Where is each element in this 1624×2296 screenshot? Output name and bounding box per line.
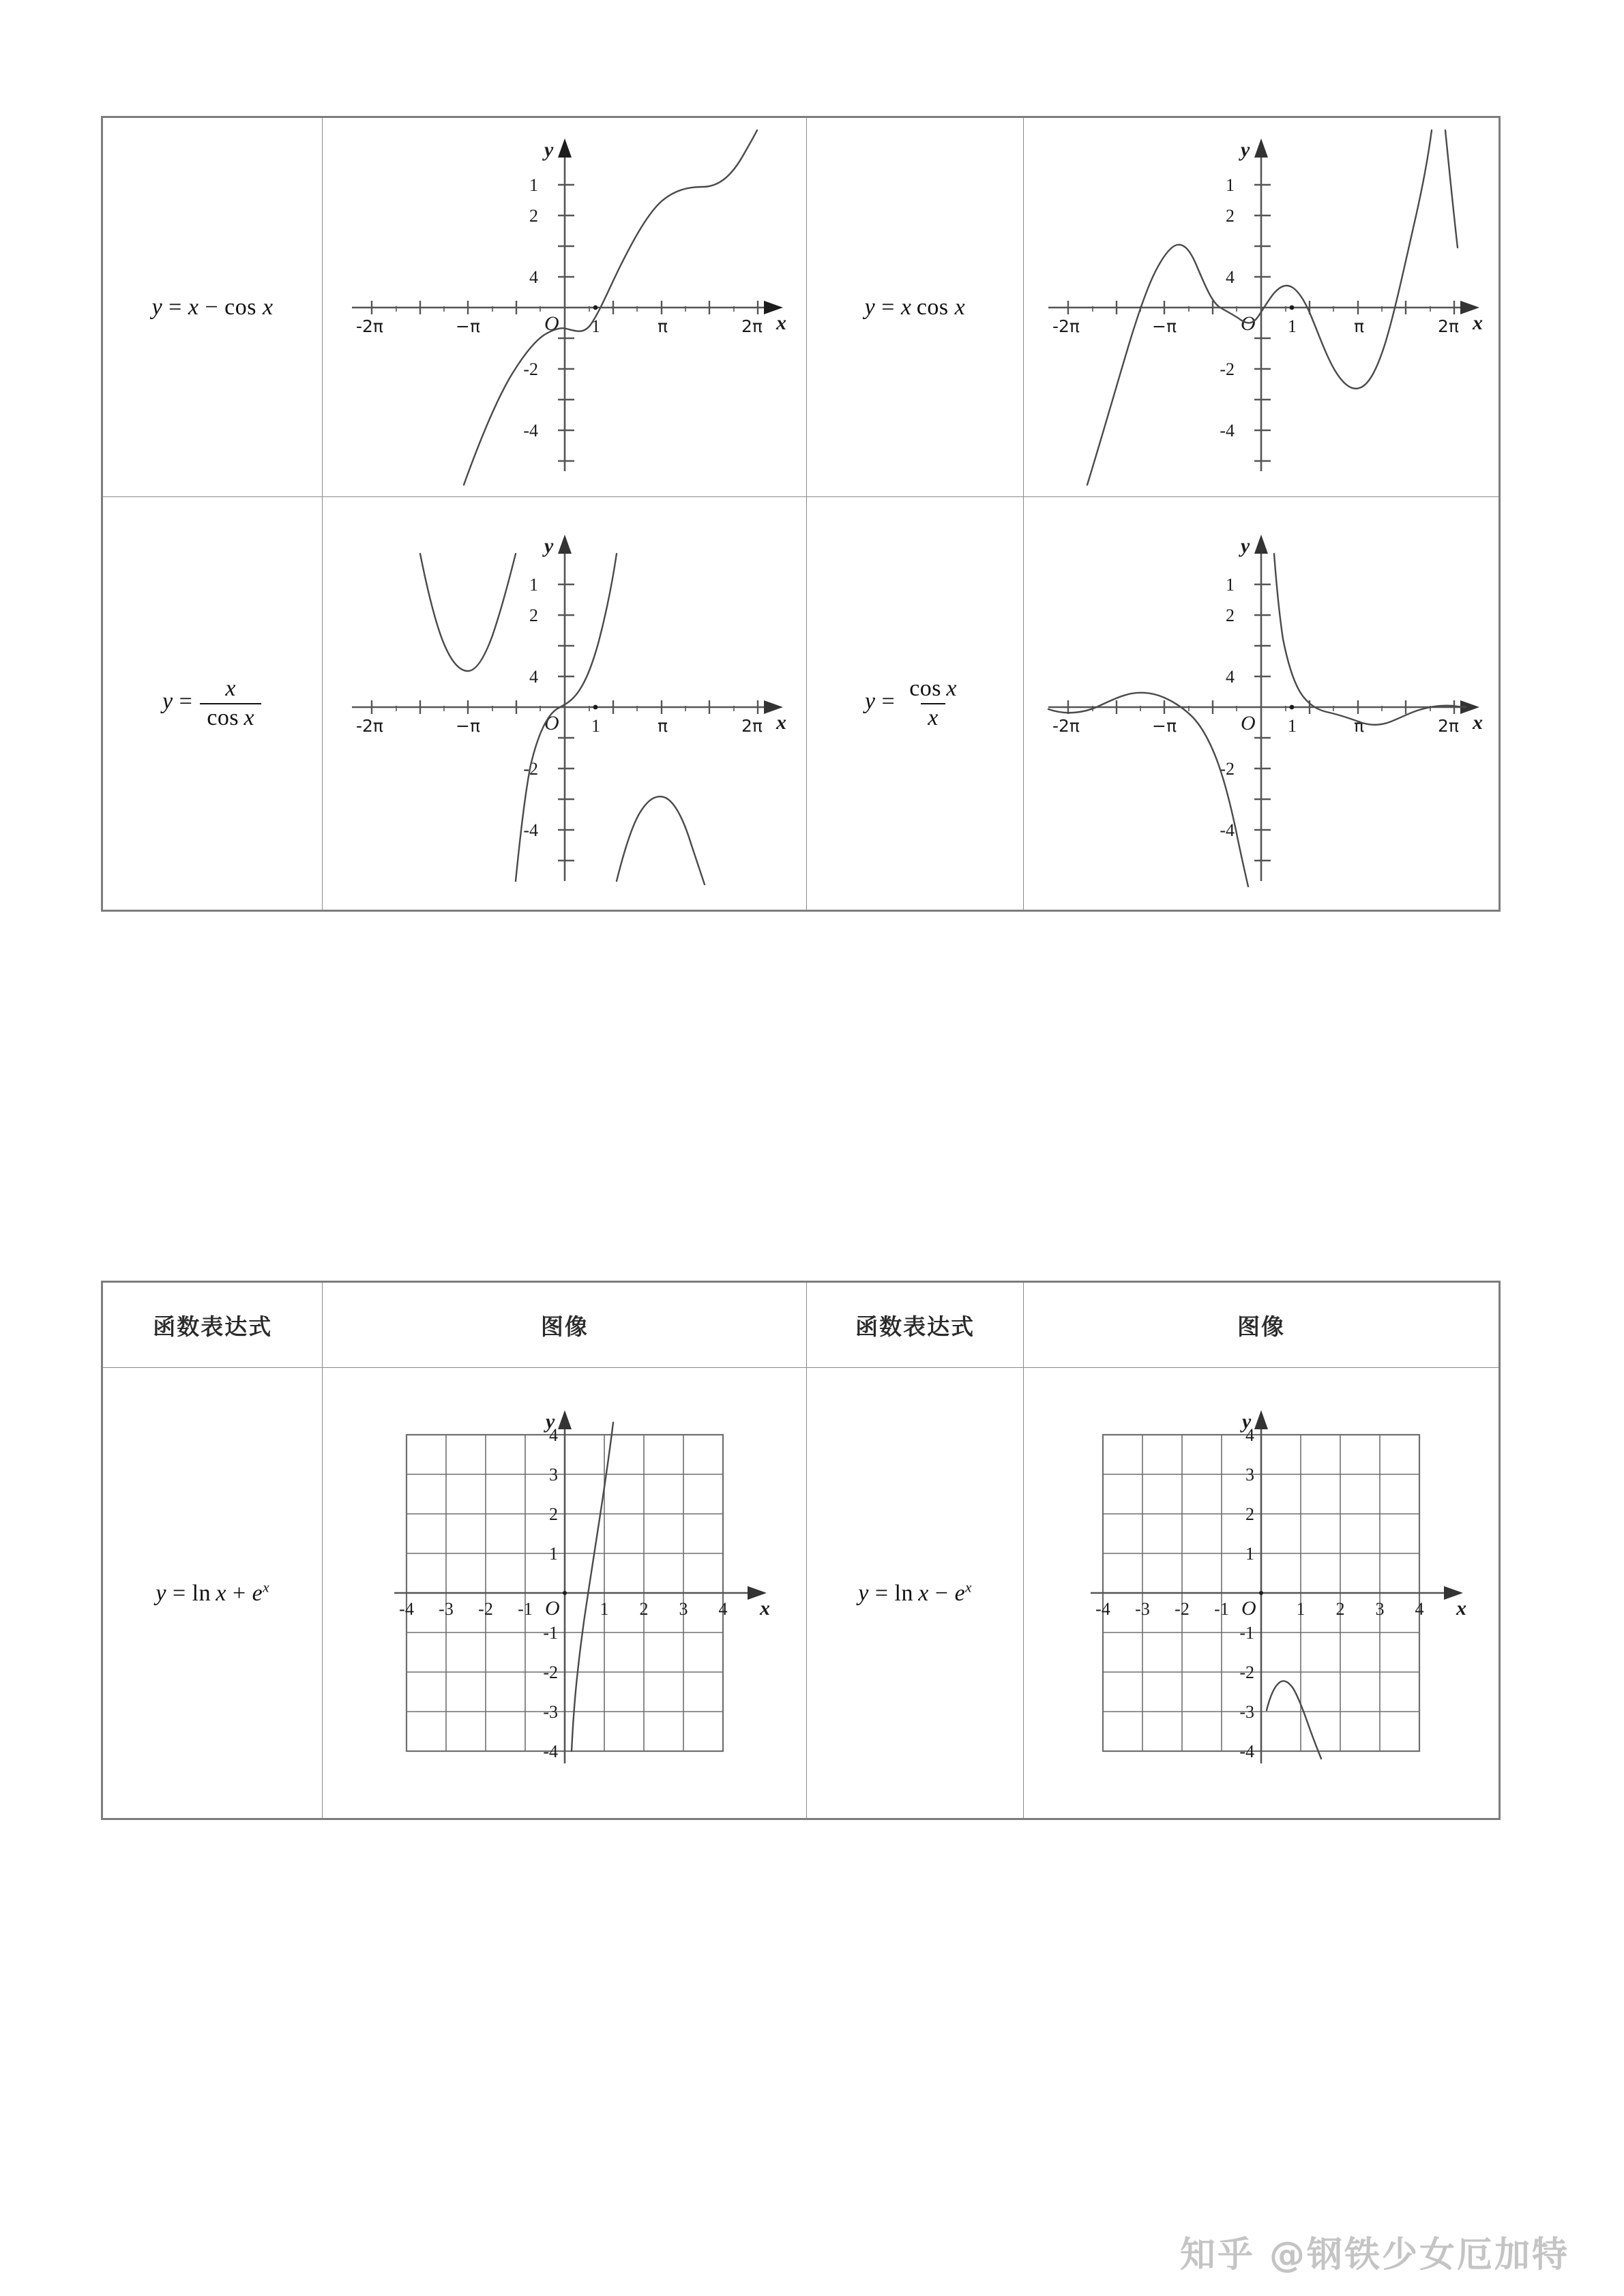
formula-text: y = x cos x — [864, 294, 966, 320]
x-tick-neg2: -2 — [478, 1599, 493, 1619]
svg-text:−π: −π — [1151, 316, 1177, 336]
graph-cell-x-minus-cos-x — [323, 117, 807, 497]
y-tick-2: 2 — [548, 1504, 558, 1524]
x-tick-pi: π — [657, 316, 668, 336]
x-tick-neg-pi: −π — [455, 316, 480, 336]
y-axis-label: y — [544, 138, 554, 161]
svg-text:-3: -3 — [1135, 1599, 1150, 1619]
svg-text:-2π: -2π — [1052, 316, 1080, 336]
x-tick-1: 1 — [600, 1599, 609, 1619]
svg-text:O: O — [1240, 312, 1256, 335]
x-tick-neg4: -4 — [399, 1599, 414, 1619]
curve-path — [1267, 1681, 1321, 1759]
y-tick-neg3: -3 — [543, 1702, 558, 1722]
graph-y-eq-x-cos-x — [1036, 130, 1486, 485]
y-axis-label: y — [545, 1410, 555, 1433]
svg-text:-3: -3 — [1239, 1702, 1254, 1722]
trig-functions-table — [101, 116, 1501, 912]
svg-text:y: y — [1240, 534, 1250, 557]
svg-text:2π: 2π — [1437, 715, 1459, 736]
svg-text:O: O — [544, 711, 559, 734]
svg-text:x: x — [1472, 311, 1483, 334]
x-axis-label: x — [759, 1597, 770, 1620]
y-tick-4: 4 — [548, 1425, 558, 1445]
origin-label: O — [544, 1597, 560, 1620]
svg-text:-1: -1 — [1214, 1599, 1229, 1619]
formula-text: $y = \ln x - e^x$ — [858, 1579, 973, 1607]
header-graph-2: 图像 — [1023, 1282, 1499, 1368]
graph-y-eq-x-minus-cos-x — [340, 130, 790, 485]
svg-text:1: 1 — [1245, 1544, 1254, 1564]
header-graph-1: 图像 — [323, 1282, 807, 1368]
svg-text:2: 2 — [1225, 205, 1235, 226]
svg-text:-2π: -2π — [355, 715, 383, 736]
svg-text:1: 1 — [1287, 715, 1297, 736]
table-row — [102, 117, 1500, 497]
svg-text:1: 1 — [529, 574, 538, 595]
svg-text:x: x — [776, 711, 786, 734]
x-tick-4: 4 — [718, 1599, 728, 1619]
svg-text:O: O — [1240, 711, 1256, 734]
svg-text:-4: -4 — [1239, 1742, 1254, 1761]
svg-text:3: 3 — [1245, 1465, 1254, 1485]
formula-text: y = $\frac{\text{cos x}}{x}$ — [864, 675, 957, 730]
header-function-expression-1: 函数表达式 — [102, 1282, 323, 1368]
x-tick-neg-2pi: -2π — [355, 316, 383, 336]
x-tick-2pi: 2π — [741, 316, 763, 336]
svg-text:2: 2 — [1245, 1504, 1254, 1524]
watermark-text: 知乎 @钢铁少女厄加特 — [1179, 2235, 1569, 2276]
graph-cell-x-over-cos-x — [323, 497, 807, 911]
y-tick-neg2: -2 — [523, 359, 538, 379]
log-exp-functions-table — [101, 1281, 1501, 1820]
x-tick-1: 1 — [591, 316, 600, 336]
svg-text:4: 4 — [1225, 267, 1235, 287]
svg-text:-2: -2 — [1220, 758, 1235, 779]
svg-text:x: x — [1456, 1597, 1466, 1620]
svg-text:π: π — [1353, 715, 1364, 736]
svg-text:y: y — [1241, 1410, 1252, 1433]
svg-text:3: 3 — [1375, 1599, 1385, 1619]
curve-path-branch — [1445, 130, 1458, 248]
y-tick-1: 1 — [548, 1544, 558, 1564]
formula-text: y = $\frac{x}{\text{cos x}}$ — [162, 689, 263, 714]
graph-cell-cos-x-over-x — [1023, 497, 1499, 911]
svg-text:2π: 2π — [1437, 316, 1459, 336]
svg-text:1: 1 — [1296, 1599, 1305, 1619]
svg-text:2: 2 — [529, 605, 538, 625]
svg-text:1: 1 — [1225, 175, 1235, 195]
svg-text:-2π: -2π — [1052, 715, 1080, 736]
x-tick-2: 2 — [639, 1599, 649, 1619]
table-header-row — [102, 1282, 1500, 1368]
formula-cell-x-minus-cos-x — [102, 117, 323, 497]
formula-cell-x-cos-x — [807, 117, 1023, 497]
y-tick-neg4: -4 — [543, 1742, 558, 1761]
svg-text:-2: -2 — [1220, 359, 1235, 379]
svg-text:y: y — [1240, 138, 1250, 161]
table-row — [102, 497, 1500, 911]
table-row — [102, 1368, 1500, 1819]
header-function-expression-2: 函数表达式 — [807, 1282, 1024, 1368]
formula-cell-cos-x-over-x — [807, 497, 1023, 911]
x-tick-3: 3 — [679, 1599, 688, 1619]
svg-text:O: O — [1241, 1597, 1256, 1620]
svg-text:y: y — [544, 534, 554, 557]
x-axis-label: x — [776, 311, 786, 334]
svg-text:-4: -4 — [1220, 820, 1235, 840]
formula-cell-lnx-plus-ex — [102, 1368, 323, 1819]
svg-text:x: x — [1472, 711, 1483, 734]
svg-text:-4: -4 — [1220, 420, 1235, 441]
origin-label: O — [544, 312, 559, 335]
svg-text:-2: -2 — [523, 758, 538, 779]
svg-text:-4: -4 — [523, 820, 538, 840]
y-tick-2: 2 — [529, 205, 538, 226]
y-tick-neg1: -1 — [543, 1623, 558, 1643]
svg-text:1: 1 — [1225, 574, 1235, 595]
svg-text:2π: 2π — [741, 715, 763, 736]
graph-cell-x-cos-x — [1023, 117, 1499, 497]
formula-text: $y = \ln x + e^x$ — [156, 1579, 270, 1607]
svg-text:−π: −π — [455, 715, 480, 736]
graph-y-eq-x-over-cos-x — [340, 513, 790, 895]
svg-text:2: 2 — [1225, 605, 1235, 625]
formula-cell-x-over-cos-x — [102, 497, 323, 911]
y-tick-neg4: -4 — [523, 420, 538, 441]
svg-text:-2: -2 — [1175, 1599, 1190, 1619]
graph-y-eq-lnx-plus-ex — [353, 1402, 776, 1784]
svg-text:1: 1 — [1287, 316, 1297, 336]
svg-text:-4: -4 — [1095, 1599, 1110, 1619]
graph-cell-lnx-minus-ex — [1023, 1368, 1499, 1819]
svg-text:1: 1 — [591, 715, 600, 736]
curve-path-left-branch — [420, 554, 516, 671]
svg-text:4: 4 — [1225, 666, 1235, 687]
svg-text:-1: -1 — [1239, 1623, 1254, 1643]
curve-path — [572, 1422, 613, 1751]
formula-cell-lnx-minus-ex — [807, 1368, 1024, 1819]
graph-cell-lnx-plus-ex — [323, 1368, 807, 1819]
curve-path-right — [1274, 554, 1466, 725]
svg-text:π: π — [1353, 316, 1364, 336]
curve-path-right-branch — [617, 796, 705, 884]
x-tick-neg3: -3 — [439, 1599, 454, 1619]
y-tick-3: 3 — [548, 1465, 558, 1485]
svg-text:4: 4 — [1415, 1599, 1424, 1619]
svg-text:−π: −π — [1151, 715, 1177, 736]
y-tick-neg2: -2 — [543, 1663, 558, 1682]
svg-text:4: 4 — [1245, 1425, 1254, 1445]
formula-text: y = x − cos x — [151, 294, 274, 320]
svg-text:π: π — [657, 715, 668, 736]
graph-y-eq-cos-x-over-x — [1036, 513, 1486, 895]
graph-y-eq-lnx-minus-ex — [1050, 1402, 1473, 1784]
y-tick-1: 1 — [529, 175, 538, 195]
y-tick-4: 4 — [529, 267, 538, 287]
svg-text:4: 4 — [529, 666, 538, 687]
svg-text:-2: -2 — [1239, 1663, 1254, 1682]
svg-text:2: 2 — [1335, 1599, 1345, 1619]
x-tick-neg1: -1 — [518, 1599, 533, 1619]
